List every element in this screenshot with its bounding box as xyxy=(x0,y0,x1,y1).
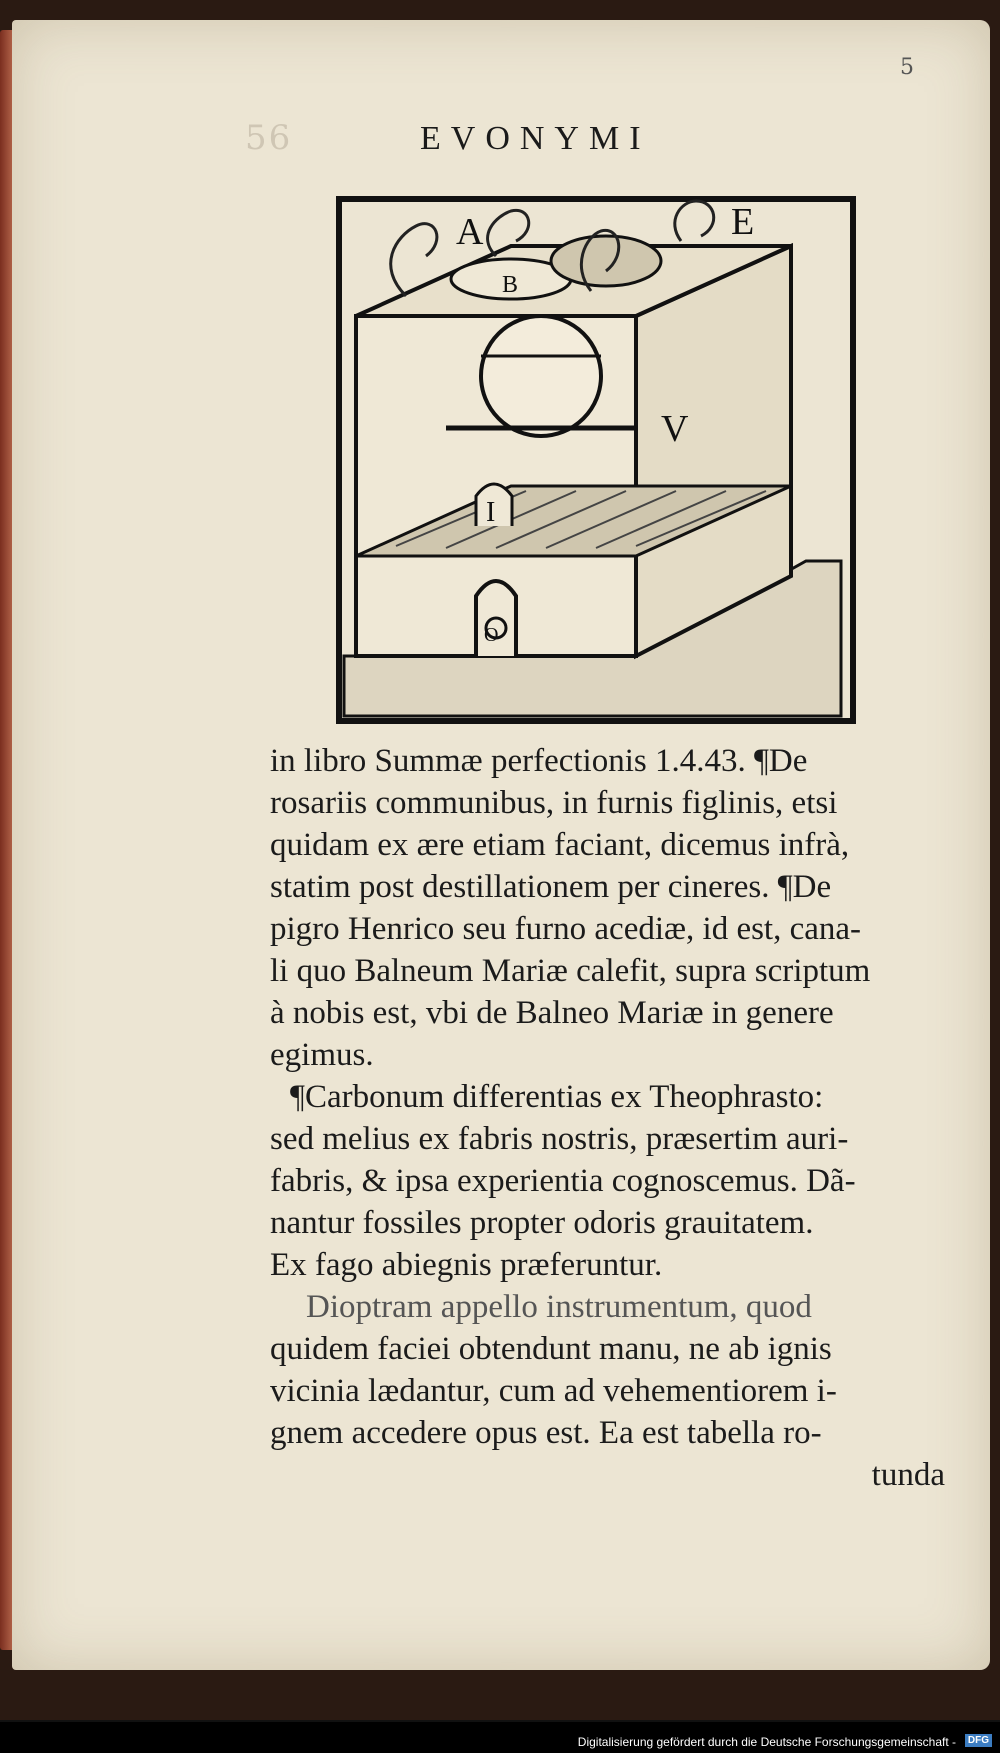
text-line: nantur fossiles propter odoris grauitatem. xyxy=(270,1205,814,1241)
text-line: fabris, & ipsa experientia cognoscemus. Dã- xyxy=(270,1163,856,1199)
text-line: à nobis est, vbi de Balneo Mariæ in genere xyxy=(270,995,834,1031)
text-line: gnem accedere opus est. Ea est tabella ro- xyxy=(270,1415,822,1451)
text-line: rosariis communibus, in furnis figlinis, etsi xyxy=(270,785,838,821)
corner-mark: 5 xyxy=(900,55,914,80)
text-line: pigro Henrico seu furno acediæ, id est, cana- xyxy=(270,911,862,947)
figure-label-o: O xyxy=(484,624,499,646)
page-number: 56 xyxy=(245,118,293,158)
flask xyxy=(481,316,601,436)
figure-label-a: A xyxy=(456,211,484,253)
text-line: Ex fago abiegnis præferuntur. xyxy=(270,1247,663,1283)
text-line: vicinia lædantur, cum ad vehementiorem i- xyxy=(270,1373,837,1409)
figure-label-v: V xyxy=(661,408,689,450)
running-header: EVONYMI xyxy=(420,120,651,157)
text-line: ¶Carbonum differentias ex Theophrasto: xyxy=(290,1079,824,1115)
text-line: egimus. xyxy=(270,1037,374,1073)
body-text xyxy=(270,740,945,1496)
furnace-woodcut xyxy=(336,196,856,724)
text-line: li quo Balneum Mariæ calefit, supra scriptum xyxy=(270,953,871,989)
text-line: statim post destillationem per cineres. ¶De xyxy=(270,869,832,905)
digitization-credit: Digitalisierung gefördert durch die Deutsche Forschungsgemeinschaft - xyxy=(577,1735,956,1749)
figure-label-e: E xyxy=(731,201,755,243)
text-line: in libro Summæ perfectionis 1.4.43. ¶De xyxy=(270,743,808,779)
text-line: quidem faciei obtendunt manu, ne ab ignis xyxy=(270,1331,832,1367)
smoke-plume xyxy=(675,201,714,241)
figure-label-i: I xyxy=(486,497,496,528)
text-line: quidam ex ære etiam faciant, dicemus infrà, xyxy=(270,827,850,863)
catchword: tunda xyxy=(871,1457,945,1493)
text-line: Dioptram appello instrumentum, quod xyxy=(306,1289,812,1325)
text-line: sed melius ex fabris nostris, præsertim auri- xyxy=(270,1121,849,1157)
dfg-logo: DFG xyxy=(965,1734,992,1747)
figure-label-b: B xyxy=(502,272,519,298)
